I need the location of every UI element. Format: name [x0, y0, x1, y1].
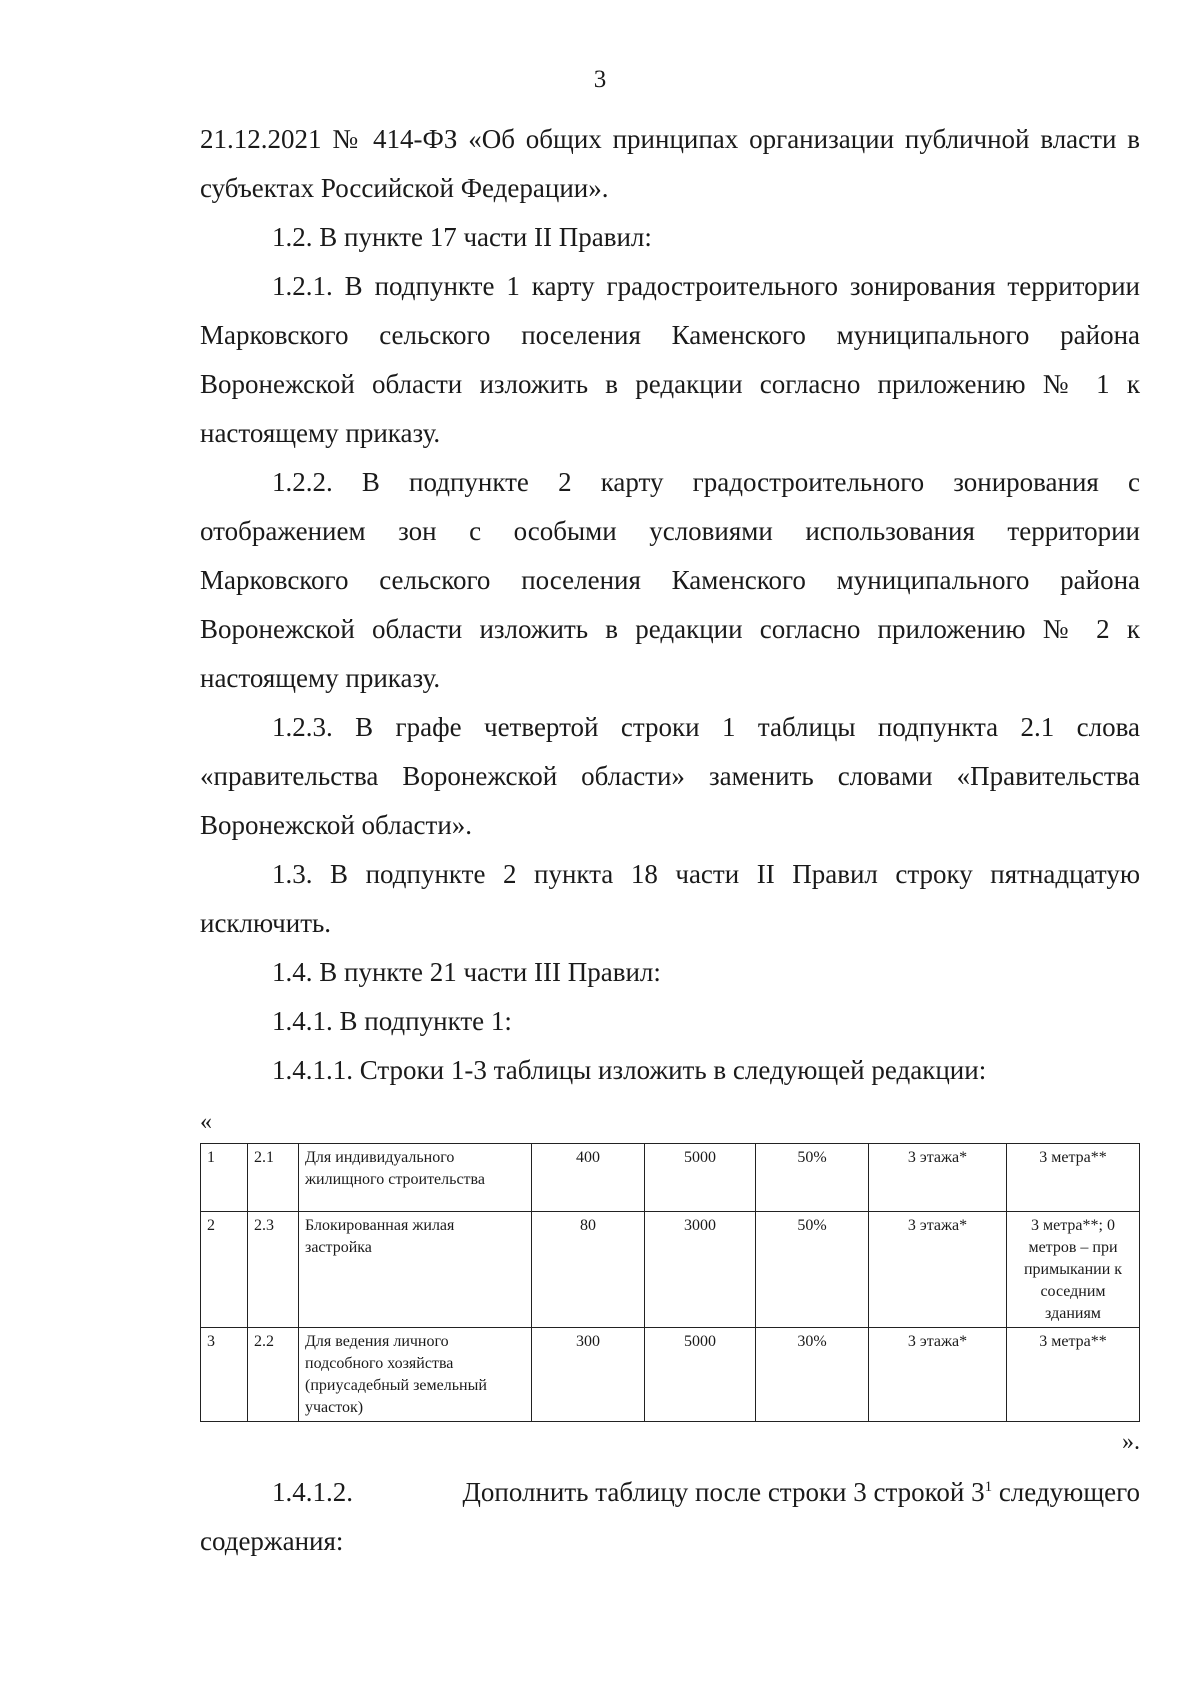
table-row [201, 1212, 1140, 1328]
cell-use-name: Для ведения личного подсобного хозяйства (приусадебный земельный участок) [299, 1328, 532, 1422]
cell-use-code: 2.3 [248, 1212, 299, 1328]
cell-use-code: 2.1 [248, 1144, 299, 1212]
paragraph-intro: 21.12.2021 № 414-ФЗ «Об общих принципах организации публичной власти в субъектах Российской Федерации». [200, 124, 1140, 203]
cell-use-name: Блокированная жилая застройка [299, 1212, 532, 1328]
table-row [201, 1144, 1140, 1212]
paragraph-1-4-1-2-text-main: Дополнить таблицу после строки 3 строкой 3 [462, 1477, 985, 1507]
paragraph-1-2-1: 1.2.1. В подпункте 1 карту градостроительного зонирования территории Марковского сельского поселения Каменского муниципального района Воронежской области изложить в редакции согласно приложению № 1 к настоящему приказу. [200, 271, 1140, 448]
cell-max-floors: 3 этажа* [869, 1328, 1007, 1422]
cell-max-coverage: 50% [756, 1144, 869, 1212]
cell-min-setback: 3 метра** [1007, 1144, 1140, 1212]
paragraph-1-4: 1.4. В пункте 21 части III Правил: [272, 957, 661, 987]
paragraph-1-4-1: 1.4.1. В подпункте 1: [272, 1006, 512, 1036]
paragraph-1-4-1-1: 1.4.1.1. Строки 1-3 таблицы изложить в следующей редакции: [272, 1055, 987, 1085]
zoning-parameters-table [200, 1143, 1140, 1422]
paragraph-1-4-1-2-number: 1.4.1.2. [272, 1477, 353, 1507]
paragraph-1-2: 1.2. В пункте 17 части II Правил: [272, 222, 652, 252]
cell-max-area: 5000 [645, 1328, 756, 1422]
cell-min-area: 400 [532, 1144, 645, 1212]
paragraph-1-2-3: 1.2.3. В графе четвертой строки 1 таблицы подпункта 2.1 слова «правительства Воронежской области» заменить словами «Правительства Воронежской области». [200, 712, 1140, 840]
cell-max-floors: 3 этажа* [869, 1144, 1007, 1212]
paragraph-1-4-1-2-text-tail: следующего [992, 1477, 1140, 1507]
cell-min-area: 300 [532, 1328, 645, 1422]
page-number: 3 [593, 66, 607, 93]
cell-min-setback: 3 метра**; 0 метров – при примыкании к соседним зданиям [1007, 1212, 1140, 1328]
cell-max-area: 3000 [645, 1212, 756, 1328]
quote-open-mark: « [200, 1109, 212, 1135]
paragraph-1-4-1-2-continuation: содержания: [200, 1526, 344, 1556]
cell-max-area: 5000 [645, 1144, 756, 1212]
cell-use-code: 2.2 [248, 1328, 299, 1422]
cell-max-floors: 3 этажа* [869, 1212, 1007, 1328]
paragraph-1-2-2: 1.2.2. В подпункте 2 карту градостроительного зонирования с отображением зон с особыми условиями использования территории Марковского сельского поселения Каменского муниципального района Воронежской области изложить в редакции согласно приложению № 2 к настоящему приказу. [200, 467, 1140, 693]
cell-use-name: Для индивидуального жилищного строительства [299, 1144, 532, 1212]
cell-max-coverage: 50% [756, 1212, 869, 1328]
cell-min-setback: 3 метра** [1007, 1328, 1140, 1422]
cell-min-area: 80 [532, 1212, 645, 1328]
quote-close-mark: ». [1122, 1429, 1140, 1455]
table-row [201, 1328, 1140, 1422]
cell-max-coverage: 30% [756, 1328, 869, 1422]
cell-row-number: 3 [201, 1328, 248, 1422]
cell-row-number: 2 [201, 1212, 248, 1328]
cell-row-number: 1 [201, 1144, 248, 1212]
superscript-index: 1 [984, 1479, 993, 1495]
paragraph-1-4-1-2-first-line [200, 1468, 1140, 1517]
document-body [200, 115, 1140, 1566]
paragraph-1-4-1-2-text [462, 1468, 1140, 1517]
paragraph-1-3: 1.3. В подпункте 2 пункта 18 части II Правил строку пятнадцатую исключить. [200, 859, 1140, 938]
